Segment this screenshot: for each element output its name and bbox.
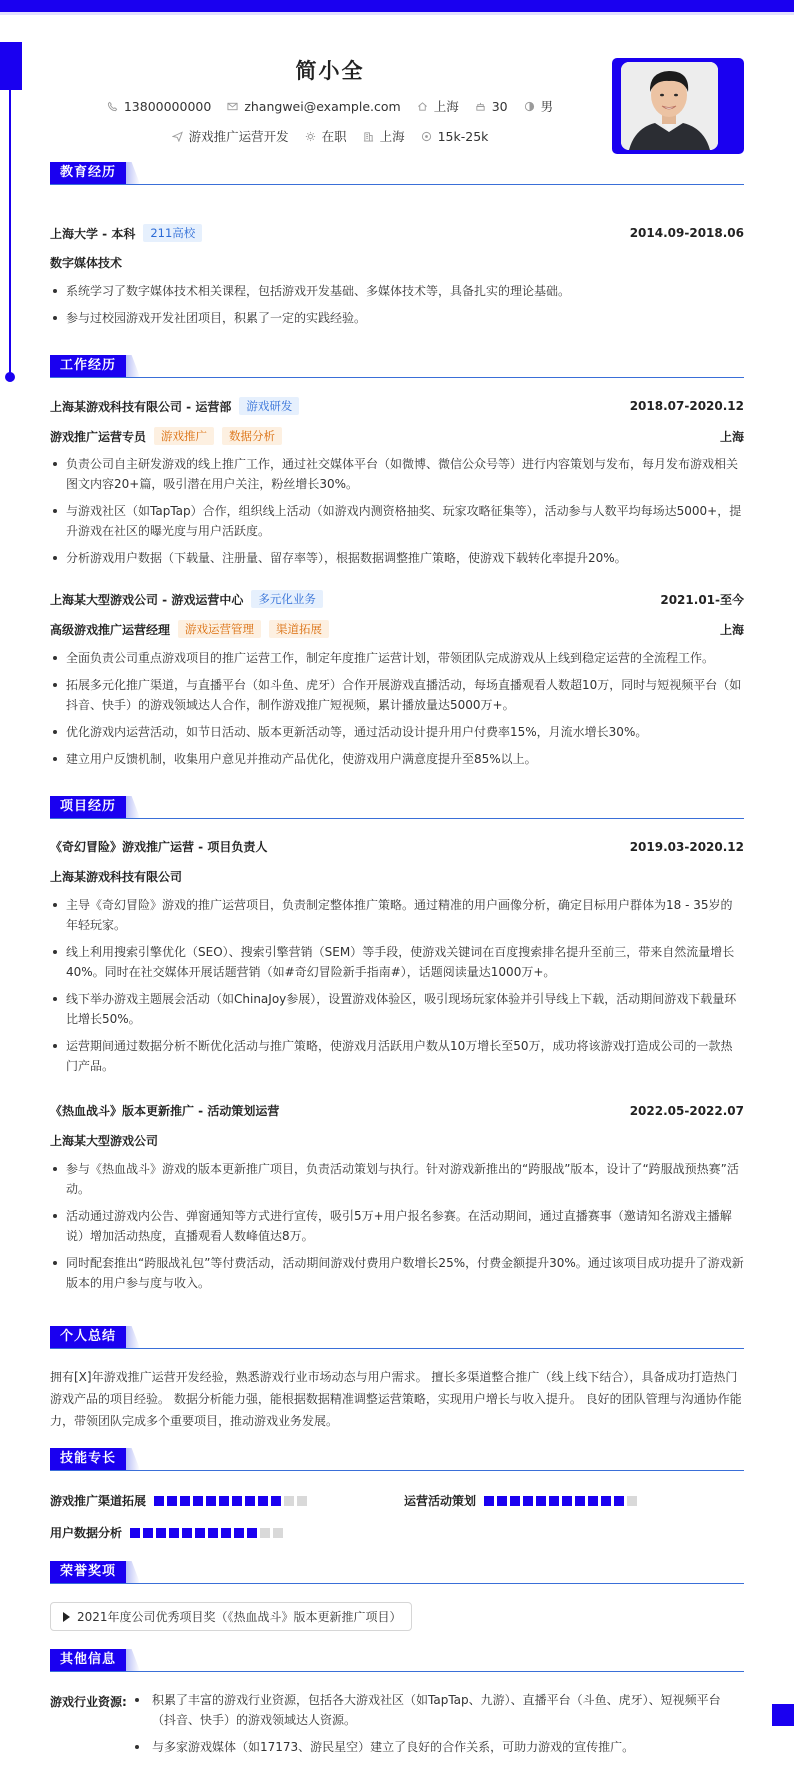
- section-rule: [50, 184, 744, 185]
- work-title-row: [50, 397, 744, 415]
- salary-icon: [421, 131, 432, 142]
- award-item[interactable]: [50, 1602, 412, 1631]
- section-projects: [50, 796, 744, 818]
- skill-level-filled: [523, 1496, 533, 1506]
- project-company: 上海某大型游戏公司: [50, 1134, 159, 1148]
- skill-level-filled: [195, 1528, 205, 1538]
- project-bullets: [50, 1159, 744, 1300]
- skill-level-filled: [258, 1496, 268, 1506]
- work-location: 上海: [719, 429, 744, 444]
- status-icon: [305, 131, 316, 142]
- skill-name: 用户数据分析: [50, 1526, 123, 1540]
- section-rule: [50, 1583, 744, 1584]
- education-title-row: [50, 224, 744, 242]
- section-other: [50, 1649, 744, 1671]
- home-icon: [417, 101, 428, 112]
- other-label: 游戏行业资源:: [50, 1695, 127, 1709]
- section-title: 其他信息: [50, 1649, 126, 1671]
- status-text: 在职: [321, 129, 347, 144]
- skill-level-filled: [575, 1496, 585, 1506]
- skill-level-filled: [271, 1496, 281, 1506]
- section-awards: [50, 1561, 744, 1583]
- mail-icon: [227, 101, 238, 112]
- skill-level-filled: [234, 1528, 244, 1538]
- skill-level-filled: [497, 1496, 507, 1506]
- left-accent-line: [9, 90, 11, 377]
- list-item: 活动通过游戏内公告、弹窗通知等方式进行宣传，吸引5万+用户报名参赛。在活动期间，通过直播赛事（邀请知名游戏主播解说）增加活动热度，直播观看人数峰值达8万。: [50, 1206, 744, 1246]
- role-tag: 数据分析: [222, 427, 282, 445]
- section-decoration: [126, 1326, 140, 1348]
- target-city-text: 上海: [379, 129, 405, 144]
- section-rule: [50, 1348, 744, 1349]
- project-date: 2019.03-2020.12: [629, 839, 744, 854]
- email-text: zhangwei@example.com: [244, 98, 401, 114]
- age-item: [475, 97, 508, 115]
- work-date: 2021.01-至今: [660, 592, 744, 607]
- skill-level-filled: [208, 1528, 218, 1538]
- skill-level-filled: [221, 1528, 231, 1538]
- skill-level-filled: [206, 1496, 216, 1506]
- skill-level-bar: [130, 1528, 283, 1538]
- list-item: 优化游戏内运营活动，如节日活动、版本更新活动等，通过活动设计提升用户付费率15%，月流水增长30%。: [50, 722, 744, 742]
- skill-level-filled: [154, 1496, 164, 1506]
- skill-level-filled: [130, 1528, 140, 1538]
- list-item: 系统学习了数字媒体技术相关课程，包括游戏开发基础、多媒体技术等，具备扎实的理论基础。: [50, 281, 744, 301]
- skill-level-filled: [156, 1528, 166, 1538]
- role-tag: 游戏推广: [154, 427, 214, 445]
- work-date: 2018.07-2020.12: [629, 399, 744, 413]
- section-title: 工作经历: [50, 355, 126, 377]
- project-title-row: [50, 838, 744, 855]
- company-tag: 游戏研发: [239, 397, 299, 415]
- age-icon: [475, 101, 486, 112]
- section-title: 技能专长: [50, 1448, 126, 1470]
- skill-level-filled: [588, 1496, 598, 1506]
- project-title: 《奇幻冒险》游戏推广运营 - 项目负责人: [50, 840, 268, 854]
- section-title: 教育经历: [50, 162, 126, 184]
- list-item: 运营期间通过数据分析不断优化活动与推广策略，使游戏月活跃用户数从10万增长至50万，成功将该游戏打造成公司的一款热门产品。: [50, 1036, 744, 1076]
- section-rule: [50, 818, 744, 819]
- skill-level-filled: [549, 1496, 559, 1506]
- phone-item: [107, 97, 211, 115]
- role-name: 游戏推广运营专员: [50, 429, 147, 444]
- profile-photo: [621, 62, 718, 150]
- section-decoration: [126, 355, 140, 377]
- email-item: [227, 97, 400, 115]
- left-accent-tab: [0, 42, 22, 90]
- skill-level-filled: [601, 1496, 611, 1506]
- gender-item: [524, 97, 554, 115]
- left-accent-dot: [5, 372, 15, 382]
- other-bullets: [132, 1690, 744, 1764]
- list-item: 分析游戏用户数据（下载量、注册量、留存率等），根据数据调整推广策略，使游戏下载转化率提升20%。: [50, 548, 744, 568]
- list-item: 主导《奇幻冒险》游戏的推广运营项目，负责制定整体推广策略。通过精准的用户画像分析，确定目标用户群体为18 - 35岁的年轻玩家。: [50, 895, 744, 935]
- top-accent-bar: [0, 0, 794, 12]
- skill-level-empty: [284, 1496, 294, 1506]
- education-bullets: [50, 281, 744, 335]
- school-tag: 211高校: [143, 224, 202, 242]
- salary-item: [421, 127, 489, 145]
- section-decoration: [126, 1448, 140, 1470]
- job-intent-row: [50, 127, 610, 145]
- candidate-name: 简小全: [295, 59, 365, 83]
- skill-item: [50, 1492, 307, 1509]
- skill-level-filled: [614, 1496, 624, 1506]
- work-role-row: [50, 427, 744, 445]
- work-role-row: [50, 620, 744, 638]
- list-item: 线上利用搜索引擎优化（SEO）、搜索引擎营销（SEM）等手段，使游戏关键词在百度搜索排名提升至前三，带来自然流量增长40%。同时在社交媒体开展话题营销（如#奇幻冒险新手指南#），话题阅读量达1000万+。: [50, 942, 744, 982]
- company-name: 上海某大型游戏公司 - 游戏运营中心: [50, 592, 244, 607]
- skill-level-filled: [182, 1528, 192, 1538]
- top-accent-line: [0, 12, 794, 15]
- school-name: 上海大学 - 本科: [50, 226, 136, 241]
- city-item: [417, 97, 459, 115]
- project-title-row: [50, 1102, 744, 1119]
- age-text: 30: [491, 98, 508, 114]
- project-company: 上海某游戏科技有限公司: [50, 870, 183, 884]
- award-text: 2021年度公司优秀项目奖（《热血战斗》版本更新推广项目）: [77, 1610, 402, 1624]
- list-item: 参与过校园游戏开发社团项目，积累了一定的实践经验。: [50, 308, 744, 328]
- skill-level-empty: [297, 1496, 307, 1506]
- section-skills: [50, 1448, 744, 1470]
- section-title: 个人总结: [50, 1326, 126, 1348]
- role-tag: 游戏运营管理: [178, 620, 261, 638]
- section-decoration: [126, 1649, 140, 1671]
- gender-icon: [524, 101, 535, 112]
- section-decoration: [126, 162, 140, 184]
- list-item: 负责公司自主研发游戏的线上推广工作，通过社交媒体平台（如微博、微信公众号等）进行内容策划与发布，每月发布游戏相关图文内容20+篇，吸引潜在用户关注，粉丝增长30%。: [50, 454, 744, 494]
- section-decoration: [126, 1561, 140, 1583]
- skill-level-filled: [232, 1496, 242, 1506]
- skill-item: [50, 1524, 283, 1541]
- list-item: 与游戏社区（如TapTap）合作，组织线上活动（如游戏内测资格抽奖、玩家攻略征集等），活动参与人数平均每场达5000+，提升游戏在社区的曝光度与用户活跃度。: [50, 501, 744, 541]
- list-item: 拓展多元化推广渠道，与直播平台（如斗鱼、虎牙）合作开展游戏直播活动，每场直播观看人数超10万，同时与短视频平台（如抖音、快手）的游戏领域达人合作，制作游戏推广短视频，累计播放量达5000万+。: [50, 675, 744, 715]
- right-accent-tab: [772, 1704, 794, 1726]
- list-item: 线下举办游戏主题展会活动（如ChinaJoy参展），设置游戏体验区，吸引现场玩家体验并引导线上下载，活动期间游戏下载量环比增长50%。: [50, 989, 744, 1029]
- skill-level-bar: [484, 1496, 637, 1506]
- skill-level-filled: [510, 1496, 520, 1506]
- summary-text: 拥有[X]年游戏推广运营开发经验，熟悉游戏行业市场动态与用户需求。 擅长多渠道整合推广（线上线下结合），具备成功打造热门游戏产品的项目经验。 数据分析能力强，能根据数据精准调整运营策略，实现用户增长与收入提升。 良好的团队管理与沟通协作能力，带领团队完成多个重要项目，推动游戏业务发展。: [50, 1370, 742, 1428]
- status-item: [305, 127, 347, 145]
- skill-name: 运营活动策划: [404, 1494, 477, 1508]
- project-bullets: [50, 895, 744, 1083]
- list-item: 同时配套推出“跨服战礼包”等付费活动，活动期间游戏付费用户数增长25%，付费金额提升30%。通过该项目成功提升了游戏新版本的用户参与度与收入。: [50, 1253, 744, 1293]
- skill-level-filled: [247, 1528, 257, 1538]
- profile-header: [50, 55, 610, 145]
- work-title-row: [50, 590, 744, 608]
- caret-right-icon: [63, 1612, 70, 1622]
- work-location: 上海: [719, 622, 744, 637]
- position-text: 游戏推广运营开发: [188, 129, 289, 144]
- section-work: [50, 355, 744, 377]
- section-title: 荣誉奖项: [50, 1561, 126, 1583]
- skill-level-filled: [484, 1496, 494, 1506]
- work-bullets: [50, 454, 744, 575]
- skill-level-filled: [169, 1528, 179, 1538]
- education-major: 数字媒体技术: [50, 256, 123, 270]
- education-date: 2014.09-2018.06: [629, 226, 744, 240]
- skill-level-filled: [143, 1528, 153, 1538]
- contact-row: [50, 97, 610, 115]
- project-title: 《热血战斗》版本更新推广 - 活动策划运营: [50, 1104, 280, 1118]
- project-date: 2022.05-2022.07: [629, 1103, 744, 1118]
- list-item: 建立用户反馈机制，收集用户意见并推动产品优化，使游戏用户满意度提升至85%以上。: [50, 749, 744, 769]
- target-city-item: [363, 127, 405, 145]
- list-item: 积累了丰富的游戏行业资源，包括各大游戏社区（如TapTap、九游）、直播平台（斗鱼、虎牙）、短视频平台（抖音、快手）的游戏领域达人资源。: [132, 1690, 744, 1730]
- photo-frame: [612, 58, 744, 154]
- work-bullets: [50, 648, 744, 776]
- skill-level-empty: [260, 1528, 270, 1538]
- section-rule: [50, 1470, 744, 1471]
- gender-text: 男: [540, 99, 554, 114]
- role-tag: 渠道拓展: [269, 620, 329, 638]
- skill-level-empty: [627, 1496, 637, 1506]
- skill-level-filled: [536, 1496, 546, 1506]
- company-tag: 多元化业务: [251, 590, 323, 608]
- section-rule: [50, 377, 744, 378]
- skill-level-filled: [167, 1496, 177, 1506]
- phone-text: 13800000000: [123, 98, 212, 114]
- list-item: 参与《热血战斗》游戏的版本更新推广项目，负责活动策划与执行。针对游戏新推出的“跨服战”版本，设计了“跨服战预热赛”活动。: [50, 1159, 744, 1199]
- skill-level-filled: [180, 1496, 190, 1506]
- list-item: 与多家游戏媒体（如17173、游民星空）建立了良好的合作关系，可助力游戏的宣传推广。: [132, 1737, 744, 1757]
- city-text: 上海: [433, 99, 459, 114]
- skill-level-filled: [219, 1496, 229, 1506]
- section-summary: [50, 1326, 744, 1348]
- skill-level-bar: [154, 1496, 307, 1506]
- role-name: 高级游戏推广运营经理: [50, 622, 171, 637]
- section-decoration: [126, 796, 140, 818]
- skill-level-filled: [562, 1496, 572, 1506]
- skill-item: [404, 1492, 637, 1509]
- salary-text: 15k-25k: [437, 128, 489, 144]
- skill-level-filled: [193, 1496, 203, 1506]
- building-icon: [363, 131, 374, 142]
- skill-level-empty: [273, 1528, 283, 1538]
- section-education: [50, 162, 744, 184]
- company-name: 上海某游戏科技有限公司 - 运营部: [50, 399, 232, 414]
- position-item: [172, 127, 289, 145]
- send-icon: [172, 131, 183, 142]
- skill-level-filled: [245, 1496, 255, 1506]
- list-item: 全面负责公司重点游戏项目的推广运营工作，制定年度推广运营计划，带领团队完成游戏从上线到稳定运营的全流程工作。: [50, 648, 744, 668]
- section-rule: [50, 1671, 744, 1672]
- skill-name: 游戏推广渠道拓展: [50, 1494, 147, 1508]
- section-title: 项目经历: [50, 796, 126, 818]
- phone-icon: [107, 101, 118, 112]
